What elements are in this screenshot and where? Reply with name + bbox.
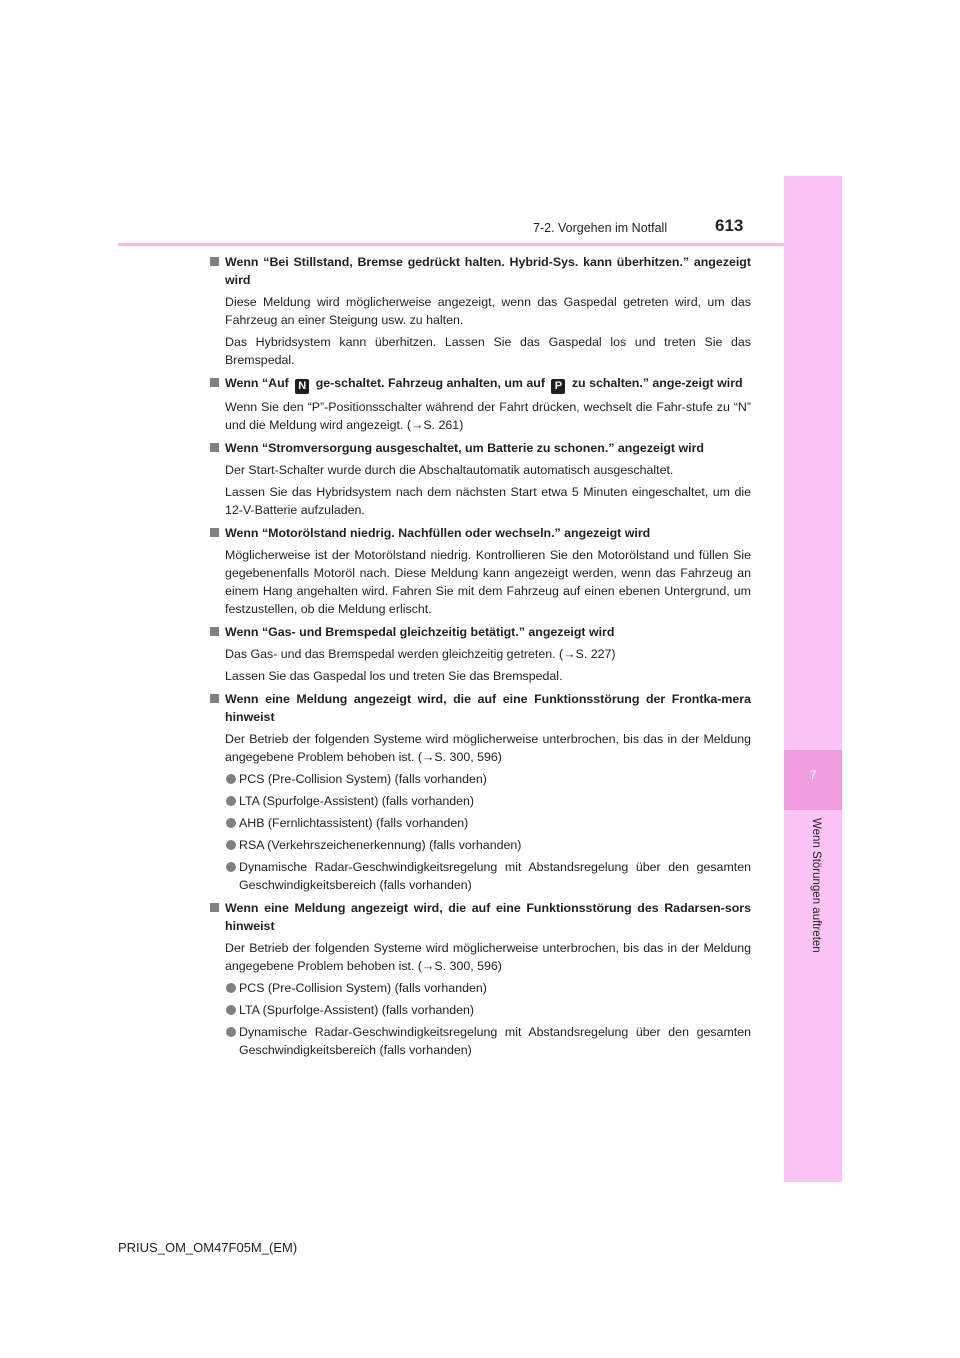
- paragraph: Der Betrieb der folgenden Systeme wird möglicherweise unterbrochen, bis das in der Meldung angegebene Problem behoben ist. (→S. 300, 596): [225, 732, 751, 764]
- section-item: [208, 690, 751, 894]
- circle-bullet-icon: [226, 862, 236, 872]
- list-item: [208, 858, 751, 894]
- item-heading-text: Wenn “Bei Stillstand, Bremse gedrückt halten. Hybrid-Sys. kann überhitzen.” angezeigt wird: [225, 255, 751, 287]
- list-item-text: PCS (Pre-Collision System) (falls vorhanden): [239, 772, 487, 786]
- circle-bullet-icon: [226, 818, 236, 828]
- section-item: [208, 253, 751, 369]
- gear-n-icon: N: [295, 379, 309, 394]
- list-item-text: RSA (Verkehrszeichenerkennung) (falls vorhanden): [239, 838, 522, 852]
- list-item: [208, 836, 751, 854]
- item-heading: [208, 439, 751, 457]
- item-heading: [208, 623, 751, 641]
- chapter-title: Wenn Störungen auftreten: [810, 818, 822, 953]
- paragraph: Lassen Sie das Gaspedal los und treten Sie das Bremspedal.: [225, 669, 563, 683]
- paragraph: Lassen Sie das Hybridsystem nach dem nächsten Start etwa 5 Minuten eingeschaltet, um die 12-V-Batterie aufzuladen.: [225, 485, 751, 517]
- section-item: [208, 374, 751, 434]
- paragraph: Der Betrieb der folgenden Systeme wird möglicherweise unterbrochen, bis das in der Meldung angegebene Problem behoben ist. (→S. 300, 596): [225, 941, 751, 973]
- square-bullet-icon: [210, 443, 219, 452]
- chapter-sidebar: [784, 176, 842, 1182]
- list-item: [208, 1023, 751, 1059]
- section-item: [208, 439, 751, 519]
- list-item: [208, 770, 751, 788]
- header-divider: [118, 243, 840, 246]
- paragraph: Diese Meldung wird möglicherweise angezeigt, wenn das Gaspedal getreten wird, um das Fahrzeug an einer Steigung usw. zu halten.: [225, 295, 751, 327]
- item-heading: [208, 374, 751, 394]
- item-heading-text: Wenn eine Meldung angezeigt wird, die auf eine Funktionsstörung des Radarsen-sors hinweist: [225, 901, 751, 933]
- list-item: [208, 1001, 751, 1019]
- page-content: [208, 253, 751, 1064]
- section-title: 7-2. Vorgehen im Notfall: [533, 221, 668, 235]
- list-item: [208, 814, 751, 832]
- paragraph: Das Gas- und das Bremspedal werden gleichzeitig getreten. (→S. 227): [225, 647, 616, 661]
- circle-bullet-icon: [226, 840, 236, 850]
- section-item: [208, 623, 751, 685]
- item-heading-text: ge-schaltet. Fahrzeug anhalten, um auf: [315, 376, 545, 390]
- circle-bullet-icon: [226, 796, 236, 806]
- list-item: [208, 792, 751, 810]
- item-heading-text: Wenn “Gas- und Bremspedal gleichzeitig betätigt.” angezeigt wird: [225, 625, 615, 639]
- section-item: [208, 899, 751, 1059]
- item-heading: [208, 253, 751, 289]
- list-item-text: AHB (Fernlichtassistent) (falls vorhanden): [239, 816, 469, 830]
- item-heading-text: zu schalten.” ange-zeigt wird: [571, 376, 743, 390]
- list-item-text: Dynamische Radar-Geschwindigkeitsregelung mit Abstandsregelung über den gesamten Geschwindigkeitsbereich (falls vorhanden): [239, 1025, 751, 1057]
- paragraph: Möglicherweise ist der Motorölstand niedrig. Kontrollieren Sie den Motorölstand und füllen Sie gegebenenfalls Motoröl nach. Diese Meldung kann angezeigt werden, wenn das Fahrzeug an einem Hang angehalten wird. Fahren Sie mit dem Fahrzeug auf einen ebenen Untergrund, um festzustellen, ob die Meldung erlischt.: [225, 548, 751, 616]
- section-item: [208, 524, 751, 618]
- square-bullet-icon: [210, 694, 219, 703]
- list-item-text: PCS (Pre-Collision System) (falls vorhanden): [239, 981, 487, 995]
- item-heading-text: Wenn “Auf: [225, 376, 289, 390]
- item-heading: [208, 524, 751, 542]
- item-heading-text: Wenn “Stromversorgung ausgeschaltet, um Batterie zu schonen.” angezeigt wird: [225, 441, 704, 455]
- square-bullet-icon: [210, 257, 219, 266]
- circle-bullet-icon: [226, 1027, 236, 1037]
- square-bullet-icon: [210, 528, 219, 537]
- item-heading: [208, 899, 751, 935]
- square-bullet-icon: [210, 378, 219, 387]
- paragraph: Das Hybridsystem kann überhitzen. Lassen Sie das Gaspedal los und treten Sie das Bremspedal.: [225, 335, 751, 367]
- square-bullet-icon: [210, 627, 219, 636]
- item-heading: [208, 690, 751, 726]
- paragraph: Wenn Sie den “P”-Positionsschalter während der Fahrt drücken, wechselt die Fahr-stufe zu “N” und die Meldung wird angezeigt. (→S. 261): [225, 400, 751, 432]
- list-item-text: Dynamische Radar-Geschwindigkeitsregelung mit Abstandsregelung über den gesamten Geschwindigkeitsbereich (falls vorhanden): [239, 860, 751, 892]
- list-item-text: LTA (Spurfolge-Assistent) (falls vorhanden): [239, 794, 475, 808]
- item-heading-text: Wenn eine Meldung angezeigt wird, die auf eine Funktionsstörung der Frontka-mera hinweist: [225, 692, 751, 724]
- page-number: 613: [715, 216, 744, 235]
- circle-bullet-icon: [226, 774, 236, 784]
- gear-p-icon: P: [551, 379, 565, 394]
- list-item: [208, 979, 751, 997]
- square-bullet-icon: [210, 903, 219, 912]
- list-item-text: LTA (Spurfolge-Assistent) (falls vorhanden): [239, 1003, 475, 1017]
- circle-bullet-icon: [226, 983, 236, 993]
- circle-bullet-icon: [226, 1005, 236, 1015]
- paragraph: Der Start-Schalter wurde durch die Abschaltautomatik automatisch ausgeschaltet.: [225, 463, 674, 477]
- chapter-number: 7: [809, 768, 817, 782]
- document-footer: PRIUS_OM_OM47F05M_(EM): [118, 1240, 298, 1255]
- item-heading-text: Wenn “Motorölstand niedrig. Nachfüllen oder wechseln.” angezeigt wird: [225, 526, 651, 540]
